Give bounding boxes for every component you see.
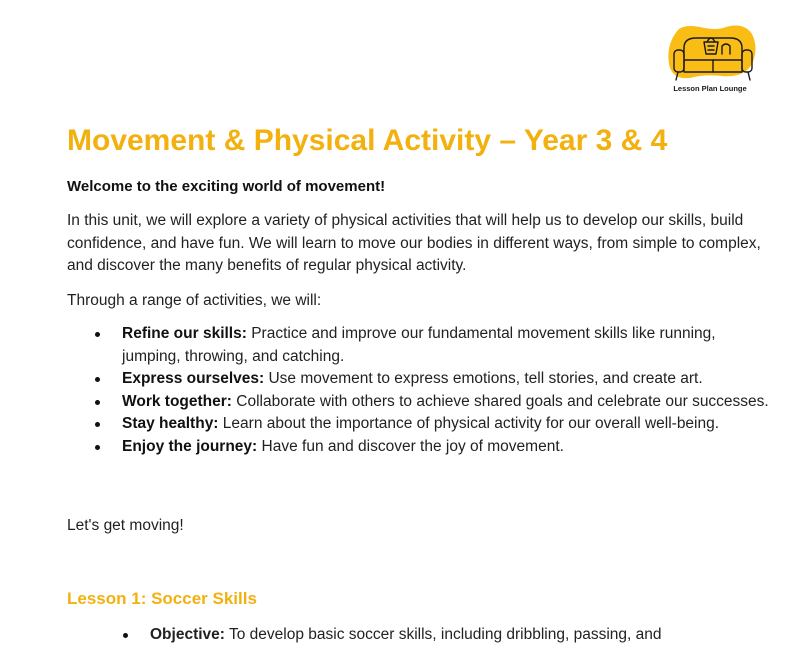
intro-paragraph: In this unit, we will explore a variety of physical activities that will help us to develop our skills, build confidence, and have fun. We will learn to move our bodies in different ways, from simple to complex, and discover the many benefits of regular physical activity. (67, 212, 761, 274)
list-item (92, 391, 772, 414)
lesson-plan-lounge-logo (664, 24, 760, 96)
list-item-text: Use movement to express emotions, tell stories, and create art. (264, 370, 703, 387)
bullet-icon (95, 332, 100, 337)
bullet-icon (95, 377, 100, 382)
welcome-heading: Welcome to the exciting world of movement! (67, 178, 386, 195)
list-item (92, 323, 772, 368)
activities-intro: Through a range of activities, we will: (67, 292, 322, 309)
list-item-text: Have fun and discover the joy of movement. (257, 437, 564, 455)
lesson-1-heading: Lesson 1: Soccer Skills (67, 589, 257, 608)
sofa-icon (664, 24, 760, 84)
bullet-icon (95, 422, 100, 427)
closing-line: Let's get moving! (67, 517, 184, 534)
activities-list (92, 323, 772, 458)
bullet-icon (95, 400, 100, 405)
lesson-1-list (120, 624, 760, 647)
bullet-icon (95, 445, 100, 450)
list-item-text: Learn about the importance of physical activity for our overall well-being. (218, 415, 720, 432)
list-item-label: Refine our skills: (122, 325, 247, 342)
list-item (120, 624, 760, 647)
list-item (92, 413, 772, 436)
list-item-label: Objective: (150, 626, 225, 643)
list-item (92, 368, 772, 391)
page-title: Movement & Physical Activity – Year 3 & 4 (67, 124, 668, 157)
list-item-label: Enjoy the journey: (122, 437, 258, 455)
bullet-icon (123, 633, 128, 638)
list-item-label: Express ourselves: (122, 370, 265, 387)
list-item (92, 436, 772, 459)
list-item-text: Practice and improve our fundamental movement skills like running, jumping, throwing, and catching. (122, 325, 716, 365)
logo-text: Lesson Plan Lounge (673, 84, 747, 93)
list-item-label: Stay healthy: (122, 415, 219, 432)
list-item-label: Work together: (122, 392, 232, 410)
list-item-text: To develop basic soccer skills, including dribbling, passing, and (224, 626, 662, 643)
list-item-text: Collaborate with others to achieve shared goals and celebrate our successes. (231, 392, 769, 410)
